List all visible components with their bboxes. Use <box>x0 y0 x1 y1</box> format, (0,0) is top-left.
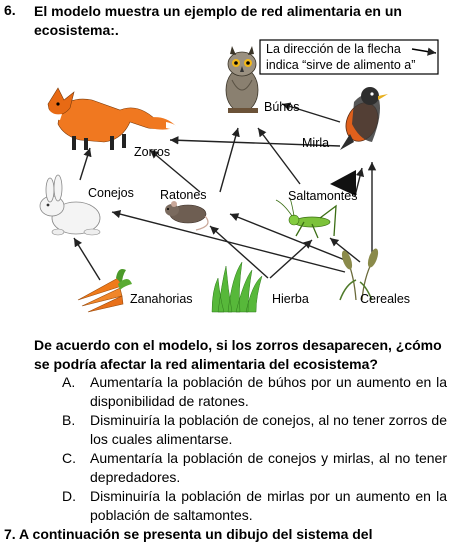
question-number: 6. <box>4 2 16 18</box>
prompt-line2: se podría afectar la red alimentaria del ecosistema? <box>34 356 378 372</box>
label-hierba: Hierba <box>272 292 309 306</box>
owl-icon <box>226 46 258 113</box>
label-ratones: Ratones <box>160 188 207 202</box>
arrow-saltamontes-buhos <box>258 128 300 184</box>
food-web-diagram <box>0 36 465 326</box>
option-b-text: Disminuiría la población de conejos, al no tener zorros de los cuales alimentarse. <box>90 412 447 447</box>
question-text-line1: El modelo muestra un ejemplo de red alimentaria en un <box>34 3 402 19</box>
option-a-letter: A. <box>62 374 76 390</box>
grasshopper-icon <box>276 198 336 238</box>
answer-options <box>62 373 447 525</box>
label-cereales: Cereales <box>360 292 411 306</box>
rabbit-icon <box>40 175 100 235</box>
option-d-letter: D. <box>62 488 76 504</box>
label-conejos: Conejos <box>88 186 134 200</box>
label-buhos: Búhos <box>264 100 300 114</box>
question-text <box>34 2 444 40</box>
option-c-letter: C. <box>62 450 76 466</box>
carrots-icon <box>78 269 132 312</box>
legend-box <box>260 40 438 74</box>
label-zorros: Zorros <box>134 145 171 159</box>
legend-line2: indica “sirve de alimento a” <box>266 58 416 72</box>
fox-icon <box>46 88 178 150</box>
arrow-conejos-zorros <box>80 148 90 180</box>
mouse-icon <box>165 201 208 230</box>
robin-icon <box>340 87 388 150</box>
question-text-line2: ecosistema:. <box>34 22 119 38</box>
option-c[interactable] <box>62 449 447 487</box>
option-d[interactable] <box>62 487 447 525</box>
label-mirla: Mirla <box>302 136 330 150</box>
option-b[interactable] <box>62 411 447 449</box>
option-b-letter: B. <box>62 412 76 428</box>
option-a[interactable] <box>62 373 447 411</box>
question-prompt <box>34 336 444 374</box>
next-question-fragment: 7. A continuación se presenta un dibujo del sistema del <box>4 526 373 542</box>
option-d-text: Disminuiría la población de mirlas por un aumento en la población de saltamontes. <box>90 488 447 523</box>
option-c-text: Aumentaría la población de conejos y mirlas, al no tener depredadores. <box>90 450 447 485</box>
label-zanahorias: Zanahorias <box>130 292 193 306</box>
option-a-text: Aumentaría la población de búhos por un aumento en la disponibilidad de ratones. <box>90 374 447 409</box>
legend-line1: La dirección de la flecha <box>266 42 401 56</box>
arrow-ratones-buhos <box>220 128 238 192</box>
arrow-hierba-saltamontes <box>270 240 312 278</box>
prompt-line1: De acuerdo con el modelo, si los zorros desaparecen, ¿cómo <box>34 337 442 353</box>
grass-icon <box>212 262 262 312</box>
label-saltamontes: Saltamontes <box>288 189 358 203</box>
arrow-zanahorias-conejos <box>74 238 100 280</box>
